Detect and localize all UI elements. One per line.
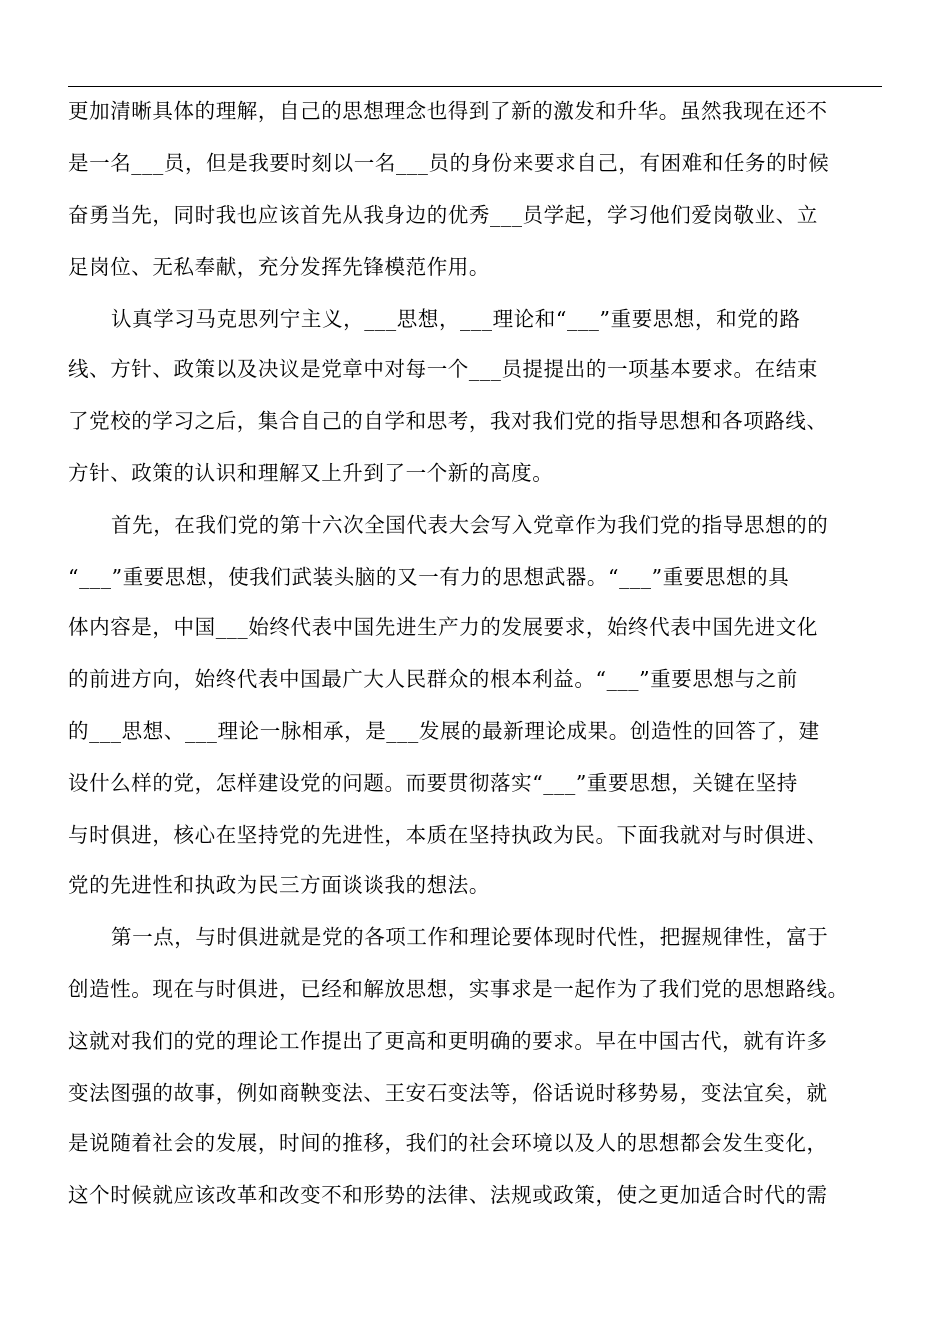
text-line-12: 的前进方向，始终代表中国最广大人民群众的根本利益。“___”重要思想与之前 (68, 667, 798, 691)
paragraph-start-line: 第一点，与时俱进就是党的各项工作和理论要体现时代性，把握规律性，富于 (111, 925, 829, 949)
text-line-15: 与时俱进，核心在坚持党的先进性，本质在坚持执政为民。下面我就对与时俱进、 (68, 823, 828, 847)
paragraph-start-line: 认真学习马克思列宁主义，___思想，___理论和“___”重要思想，和党的路 (111, 307, 801, 331)
text-line-22: 这个时候就应该改革和改变不和形势的法律、法规或政策，使之更加适合时代的需 (68, 1183, 828, 1207)
text-line-8: 方针、政策的认识和理解又上升到了一个新的高度。 (68, 461, 554, 485)
text-line-11: 体内容是，中国___始终代表中国先进生产力的发展要求，始终代表中国先进文化 (68, 615, 818, 639)
text-line-18: 创造性。现在与时俱进，已经和解放思想，实事求是一起作为了我们党的思想路线。 (68, 977, 849, 1001)
paragraph-start-line: 首先，在我们党的第十六次全国代表大会写入党章作为我们党的指导思想的的 (111, 513, 829, 537)
text-line-14: 设什么样的党，怎样建设党的问题。而要贯彻落实“___”重要思想，关键在坚持 (68, 771, 798, 795)
text-line-10: “___”重要思想，使我们武装头脑的又一有力的思想武器。“___”重要思想的具 (68, 565, 790, 589)
text-line-21: 是说随着社会的发展，时间的推移，我们的社会环境以及人的思想都会发生变化， (68, 1131, 828, 1155)
text-line-7: 了党校的学习之后，集合自己的自学和思考，我对我们党的指导思想和各项路线、 (68, 409, 828, 433)
text-line-4: 足岗位、无私奉献，充分发挥先锋模范作用。 (68, 255, 490, 279)
header-rule (68, 86, 882, 87)
text-line-1: 更加清晰具体的理解，自己的思想理念也得到了新的激发和升华。虽然我现在还不 (68, 99, 828, 123)
text-line-16: 党的先进性和执政为民三方面谈谈我的想法。 (68, 873, 490, 897)
text-line-2: 是一名___员，但是我要时刻以一名___员的身份来要求自己，有困难和任务的时候 (68, 151, 830, 175)
text-line-19: 这就对我们的党的理论工作提出了更高和更明确的要求。早在中国古代，就有许多 (68, 1029, 828, 1053)
text-line-13: 的___思想、___理论一脉相承，是___发展的最新理论成果。创造性的回答了，建 (68, 719, 820, 743)
text-line-20: 变法图强的故事，例如商鞅变法、王安石变法等，俗话说时移势易，变法宜矣，就 (68, 1081, 828, 1105)
text-line-3: 奋勇当先，同时我也应该首先从我身边的优秀___员学起，学习他们爱岗敬业、立 (68, 203, 818, 227)
text-line-6: 线、方针、政策以及决议是党章中对每一个___员提提出的一项基本要求。在结束 (68, 357, 818, 381)
